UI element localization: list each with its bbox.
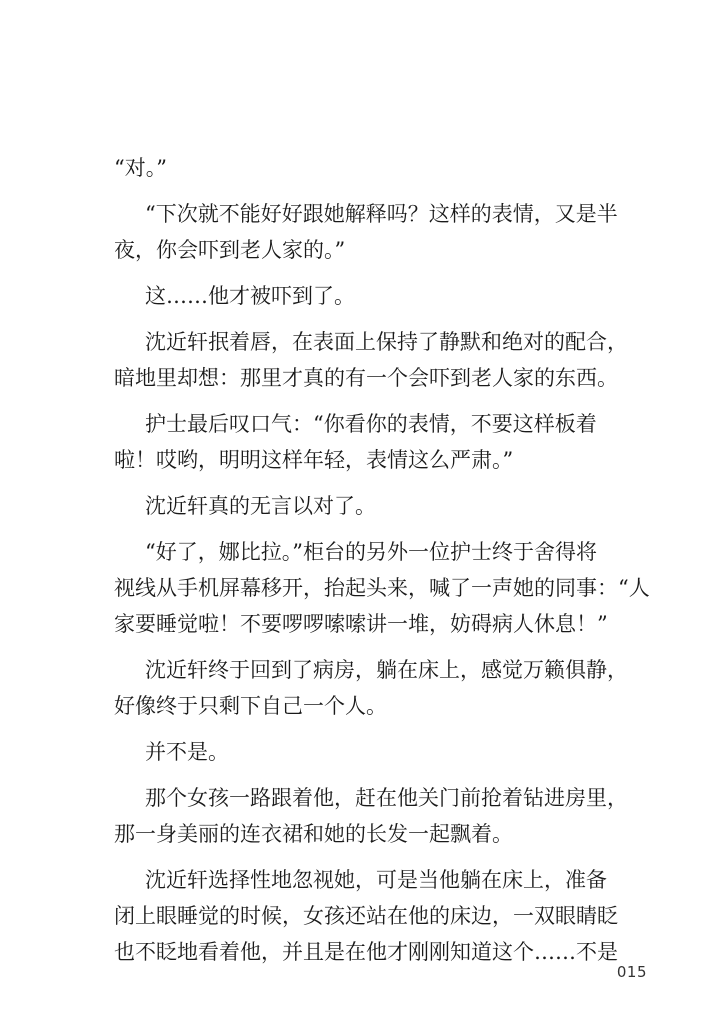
text-line: 那一身美丽的连衣裙和她的长发一起飘着。 [114,822,513,846]
text-line: “对。” [114,156,167,180]
text-line: 护士最后叹口气：“你看你的表情，不要这样板着 [145,412,597,436]
page-number: 015 [616,963,647,981]
text-line: 并不是。 [145,740,229,764]
text-line: 闭上眼睡觉的时候，女孩还站在他的床边，一双眼睛眨 [114,904,618,928]
text-line: 暗地里却想：那里才真的有一个会吓到老人家的东西。 [114,366,618,390]
text-line: 也不眨地看着他，并且是在他才刚刚知道这个……不是 [114,940,618,964]
text-line: 好像终于只剩下自己一个人。 [114,694,387,718]
text-line: 那个女孩一路跟着他，赶在他关门前抢着钻进房里， [145,786,628,810]
text-line: 沈近轩真的无言以对了。 [145,494,376,518]
text-line: 家要睡觉啦！不要啰啰嗦嗦讲一堆，妨碍病人休息！” [114,612,608,636]
text-line: 视线从手机屏幕移开，抬起头来，喊了一声她的同事：“人 [114,576,650,600]
text-line: 沈近轩抿着唇，在表面上保持了静默和绝对的配合， [145,330,628,354]
text-line: 夜，你会吓到老人家的。” [114,238,346,262]
text-line: 沈近轩终于回到了病房，躺在床上，感觉万籁俱静， [145,658,628,682]
body-text [114,150,650,970]
text-line: “好了，娜比拉。”柜台的另外一位护士终于舍得将 [145,540,597,564]
text-line: “下次就不能好好跟她解释吗？这样的表情，又是半 [145,202,618,226]
text-line: 这……他才被吓到了。 [145,284,355,308]
text-line: 啦！哎哟，明明这样年轻，表情这么严肃。” [114,448,514,472]
text-line: 沈近轩选择性地忽视她，可是当他躺在床上，准备 [145,868,607,892]
